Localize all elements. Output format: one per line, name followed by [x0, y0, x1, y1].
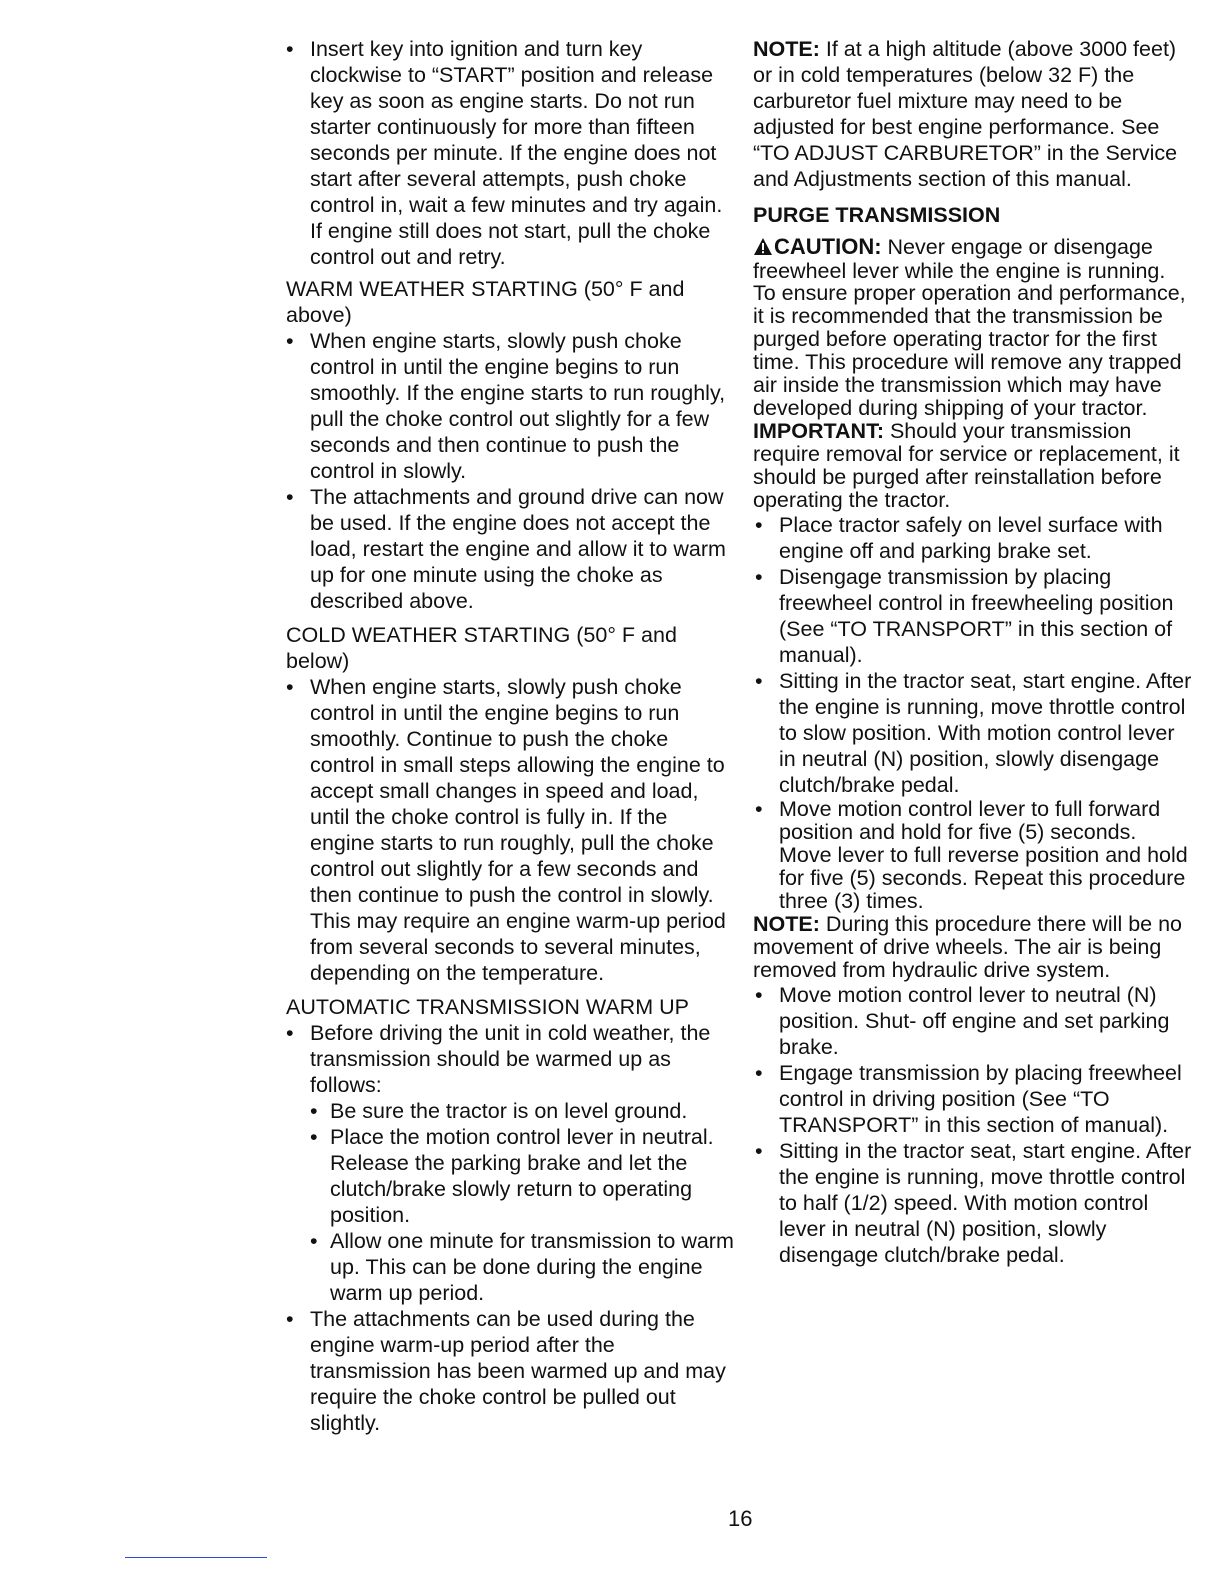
cold-weather-heading: COLD WEATHER STARTING (50° F and below) — [286, 623, 677, 673]
footer-divider — [125, 1557, 267, 1558]
auto-sub-2: • Place the motion control lever in neutral. Release the parking brake and let the clutch/brake slowly return to operating position. — [310, 1124, 734, 1228]
caution-text: Never engage or disengage freewheel lever while the engine is running. — [753, 235, 1166, 283]
note-label: NOTE: — [753, 37, 820, 61]
right-column — [753, 36, 1193, 1268]
note2-label: NOTE: — [753, 912, 820, 936]
important-label: IMPORTANT: — [753, 419, 884, 443]
auto-bullet — [286, 1020, 734, 1306]
warning-triangle-icon — [753, 237, 773, 260]
purge-final-steps-list — [753, 982, 1193, 1268]
warm-bullet-2: • The attachments and ground drive can now be used. If the engine does not accept the load, restart the engine and allow it to warm up for one minute using the choke as described above. — [286, 484, 734, 614]
purge-step-2: • Disengage transmission by placing freewheel control in freewheeling position (See “TO TRANSPORT” in this section of manual). — [753, 564, 1193, 668]
important-note — [753, 420, 1193, 512]
auto-sub-1: • Be sure the tractor is on level ground. — [310, 1098, 734, 1124]
auto-sub-list — [310, 1098, 734, 1306]
purge-step-5: • Move motion control lever to neutral (N) position. Shut- off engine and set parking brake. — [753, 982, 1193, 1060]
note2-text: During this procedure there will be no movement of drive wheels. The air is being removed from hydraulic drive system. — [753, 912, 1182, 982]
auto-transmission-list — [286, 1020, 734, 1436]
intro-list — [286, 36, 734, 270]
auto-bullet-text: Before driving the unit in cold weather, the transmission should be warmed up as follows: — [310, 1021, 711, 1097]
purge-step-7: • Sitting in the tractor seat, start engine. After the engine is running, move throttle control to half (1/2) speed. With motion control lever in neutral (N) position, slowly disengage clutch/brake pedal. — [753, 1138, 1193, 1268]
intro-bullet: • Insert key into ignition and turn key clockwise to “START” position and release key as soon as engine starts. Do not run starter continuously for more than fifteen seconds per minute. If the engine does not start after several attempts, push choke control in, wait a few minutes and try again. If engine still does not start, pull the choke control out and retry. — [286, 36, 734, 270]
final-bullet: • The attachments can be used during the engine warm-up period after the transmission has been warmed up and may require the choke control be pulled out slightly. — [286, 1306, 734, 1436]
purge-step-1: • Place tractor safely on level surface with engine off and parking brake set. — [753, 512, 1193, 564]
left-column — [286, 36, 734, 1436]
purge-step-3: • Sitting in the tractor seat, start engine. After the engine is running, move throttle control to slow position. With motion control lever in neutral (N) position, slowly disengage clutch/brake pedal. — [753, 668, 1193, 798]
note-carburetor — [753, 36, 1193, 192]
page-number: 16 — [728, 1506, 753, 1531]
warm-weather-list — [286, 328, 734, 614]
auto-transmission-heading: AUTOMATIC TRANSMISSION WARM UP — [286, 995, 689, 1019]
auto-sub-3: • Allow one minute for transmission to warm up. This can be done during the engine warm up period. — [310, 1228, 734, 1306]
warm-bullet-1: • When engine starts, slowly push choke control in until the engine begins to run smoothly. If the engine starts to run roughly, pull the choke control out slightly for a few seconds and then continue to push the control in slowly. — [286, 328, 734, 484]
note-text: If at a high altitude (above 3000 feet) or in cold temperatures (below 32 F) the carburetor fuel mixture may need to be adjusted for best engine performance. See “TO ADJUST CARBURETOR” in the Service and Adjustments section of this manual. — [753, 37, 1178, 191]
cold-bullet: • When engine starts, slowly push choke control in until the engine begins to run smoothly. Continue to push the choke control in small steps allowing the engine to accept small changes in speed and load, until the choke control is fully in. If the engine starts to run roughly, pull the choke control out slightly for a few seconds and then continue to push the control in slowly. This may require an engine warm-up period from several seconds to several minutes, depending on the temperature. — [286, 674, 734, 986]
caution-label: CAUTION: — [774, 234, 882, 259]
purge-step-6: • Engage transmission by placing freewheel control in driving position (See “TO TRANSPORT” in this section of manual). — [753, 1060, 1193, 1138]
caution-note — [753, 236, 1193, 282]
cold-weather-list — [286, 674, 734, 986]
purge-steps-list — [753, 512, 1193, 913]
purge-step-4: • Move motion control lever to full forward position and hold for five (5) seconds. Move lever to full reverse position and hold for five (5) seconds. Repeat this procedure three (3) times. — [753, 798, 1193, 913]
warm-weather-heading: WARM WEATHER STARTING (50° F and above) — [286, 277, 685, 327]
purge-transmission-heading: PURGE TRANSMISSION — [753, 203, 1001, 227]
important-text: Should your transmission require removal for service or replacement, it should be purged after reinstallation before operating the tractor. — [753, 419, 1180, 512]
ensure-paragraph: To ensure proper operation and performance, it is recommended that the transmission be purged before operating tractor for the first time. This procedure will remove any trapped air inside the transmission which may have developed during shipping of your tractor. — [753, 281, 1186, 420]
note-drive-wheels — [753, 913, 1193, 982]
